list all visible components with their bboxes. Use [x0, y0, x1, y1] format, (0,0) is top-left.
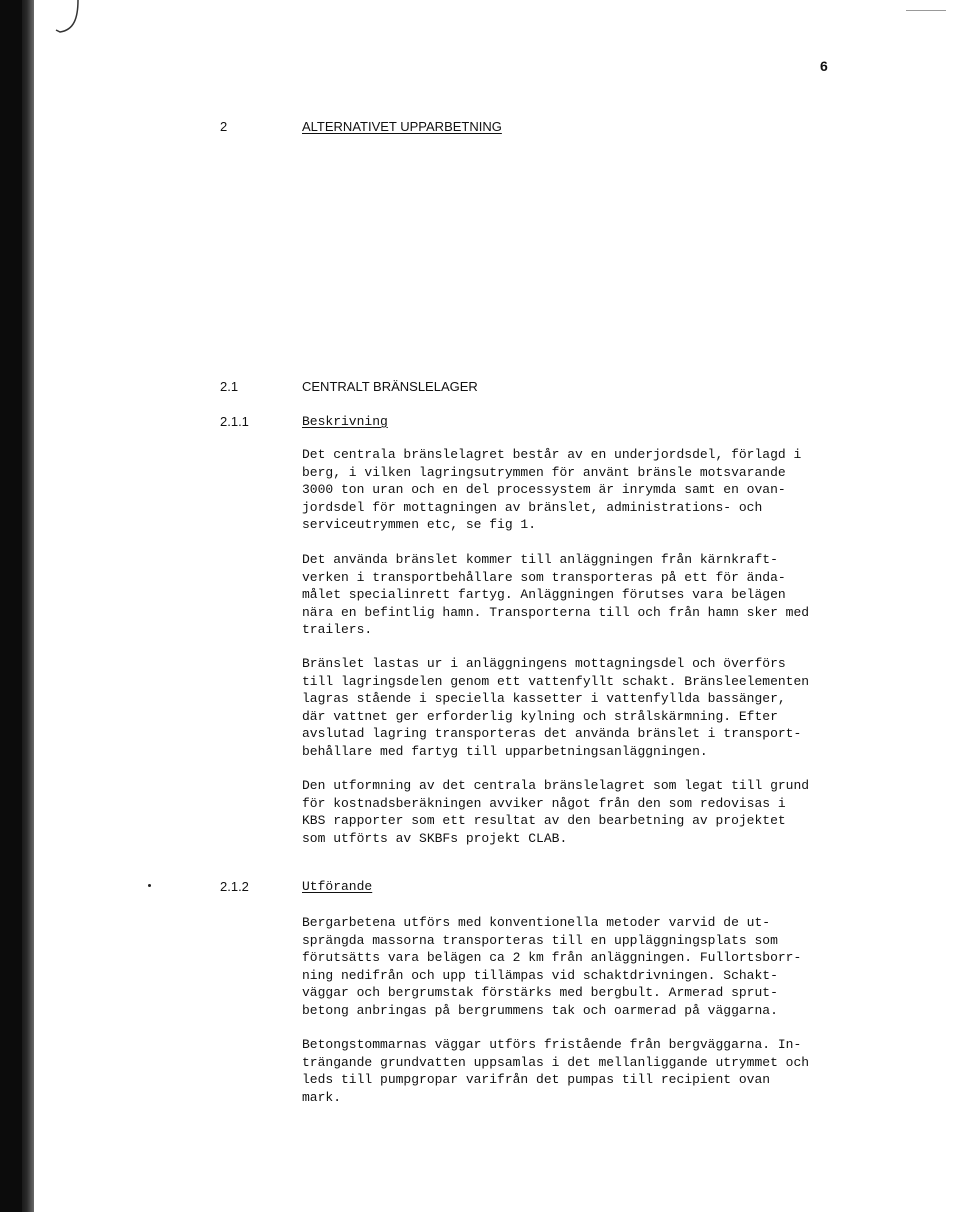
section-2-1-title: CENTRALT BRÄNSLELAGER: [302, 379, 478, 394]
paragraph-beskrivning-3: Bränslet lastas ur i anläggningens mottagningsdel och överförs till lagringsdelen genom ett vattenfyllt schakt. Bränsleelementen lagras stående i speciella kassetter i vattenfyllda bassänger, där vattnet ger erforderlig kylning och strålskärmning. Efter avslutad lagring transporteras det använda bränslet i transport- behållare med fartyg till upparbetningsanläggningen.: [302, 656, 810, 759]
paragraph-utforande-2: Betongstommarnas väggar utförs fristående från bergväggarna. In- trängande grundvatten uppsamlas i det mellanliggande utrymmet och leds till pumpgropar varifrån det pumpas till recipient ovan mark.: [302, 1037, 810, 1105]
paragraph-beskrivning-2: Det använda bränslet kommer till anläggningen från kärnkraft- verken i transportbehållare som transporteras på ett för ända- målet specialinrett fartyg. Anläggningen förutses vara belägen nära en befintlig hamn. Transporterna till och från hamn sker med trailers.: [302, 552, 810, 637]
section-2-1-1-title: Beskrivning: [302, 414, 388, 429]
section-2-1-2-number: 2.1.2: [220, 879, 249, 894]
section-2-title: ALTERNATIVET UPPARBETNING: [302, 119, 502, 134]
page-number: 6: [820, 58, 828, 74]
section-2-number: 2: [220, 119, 228, 134]
section-2-1-1-number: 2.1.1: [220, 414, 249, 429]
scan-edge-shadow: [22, 0, 34, 1212]
paragraph-beskrivning-1: Det centrala bränslelagret består av en underjordsdel, förlagd i berg, i vilken lagringsutrymmen för använt bränsle motsvarande 3000 ton uran och en del processystem är inrymda samt en ovan- jordsdel för mottagningen av bränslet, administrations- och serviceutrymmen etc, se fig 1.: [302, 447, 802, 532]
scan-artifact-dash: [906, 10, 946, 11]
paragraph-utforande-1: Bergarbetena utförs med konventionella metoder varvid de ut- sprängda massorna transporteras till en uppläggningsplats som förutsätts vara belägen ca 2 km från anläggningen. Fullortsborr- ning nedifrån och upp tillämpas vid schaktdrivningen. Schakt- väggar och bergrumstak förstärks med bergbult. Armerad sprut- betong anbringas på bergrummens tak och oarmerad på väggarna.: [302, 915, 802, 1018]
scan-dot: [148, 884, 151, 887]
paragraph-beskrivning-4: Den utformning av det centrala bränslelagret som legat till grund för kostnadsberäkningen avviker något från den som redovisas i KBS rapporter som ett resultat av den bearbetning av projektet som utförts av SKBFs projekt CLAB.: [302, 778, 810, 846]
scan-artifact-mark: [34, 0, 94, 40]
section-2-1-number: 2.1: [220, 379, 239, 394]
scan-dark-edge: [0, 0, 22, 1212]
section-2-1-2-title: Utförande: [302, 879, 373, 894]
